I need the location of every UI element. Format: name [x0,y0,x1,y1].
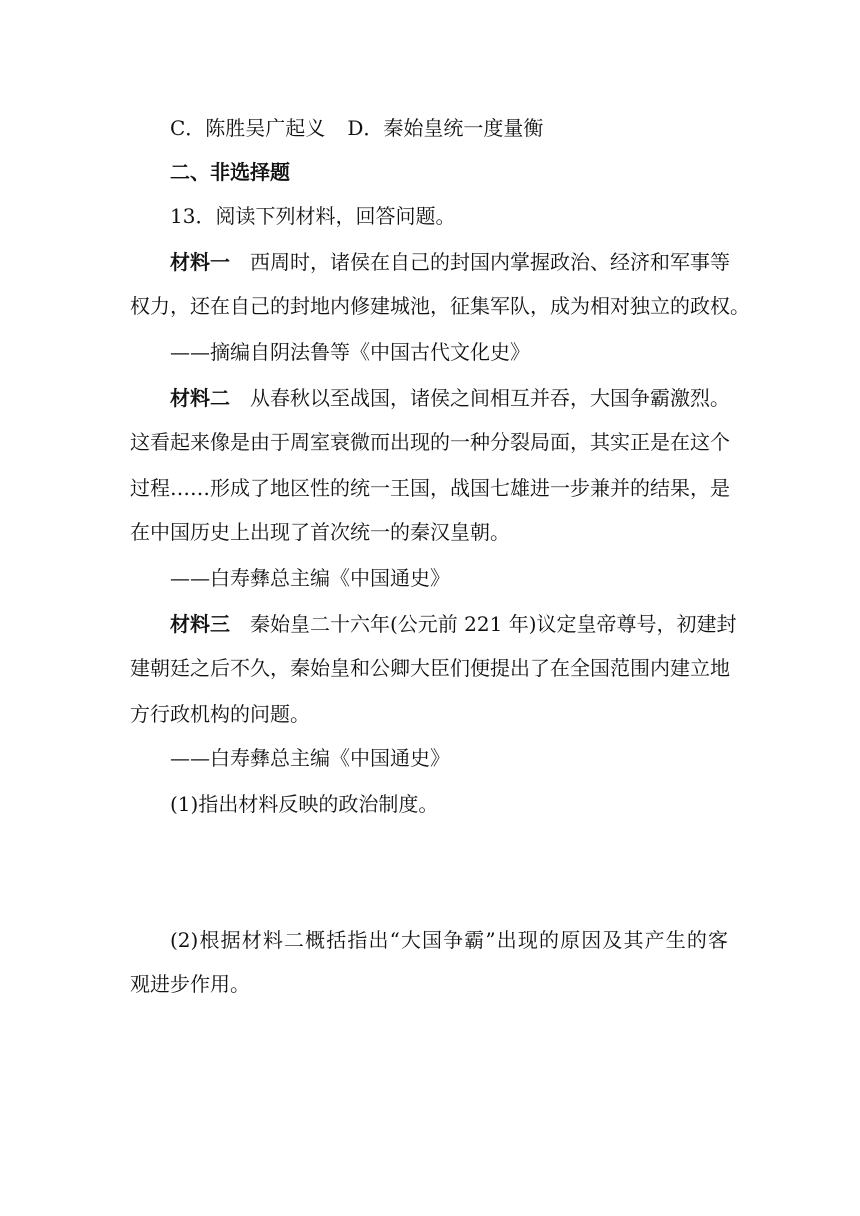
choice-options-row [170,114,543,142]
material2-first-line [170,384,728,412]
material3-source: ——白寿彝总主编《中国通史》 [170,746,450,770]
material1-label: 材料一 [170,250,230,274]
choice-option-d: D．秦始皇统一度量衡 [347,116,544,140]
material2-label: 材料二 [170,386,230,410]
material2-source: ——白寿彝总主编《中国通史》 [170,566,450,590]
material3-text-3: 方行政机构的问题。 [130,702,310,726]
sub-question-1: (1)指出材料反映的政治制度。 [170,792,439,816]
sub-question-2-line-2: 观进步作用。 [130,972,250,996]
sub-question-2-line-1: (2)根据材料二概括指出“大国争霸”出现的原因及其产生的客 [170,928,728,952]
material3-text-2: 建朝廷之后不久，秦始皇和公卿大臣们便提出了在全国范围内建立地 [130,656,730,680]
material1-text-2: 权力，还在自己的封地内修建城池，征集军队，成为相对独立的政权。 [130,294,750,318]
material2-text-4: 在中国历史上出现了首次统一的秦汉皇朝。 [130,520,510,544]
material2-text-3: 过程……形成了地区性的统一王国，战国七雄进一步兼并的结果，是 [130,476,730,500]
material3-label: 材料三 [170,612,230,636]
question-stem: 13．阅读下列材料，回答问题。 [170,204,456,228]
material3-first-line [170,610,737,638]
material1-first-line [170,248,728,276]
material1-source: ——摘编自阴法鲁等《中国古代文化史》 [170,340,530,364]
section-title: 二、非选择题 [170,160,290,184]
choice-option-c: C．陈胜吴广起义 [170,116,326,140]
material2-text-2: 这看起来像是由于周室衰微而出现的一种分裂局面，其实正是在这个 [130,430,730,454]
material3-text-1: 秦始皇二十六年(公元前 221 年)议定皇帝尊号，初建封 [250,612,737,636]
material2-text-1: 从春秋以至战国，诸侯之间相互并吞，大国争霸激烈。 [250,386,730,410]
material1-text-1: 西周时，诸侯在自己的封国内掌握政治、经济和军事等 [250,250,730,274]
